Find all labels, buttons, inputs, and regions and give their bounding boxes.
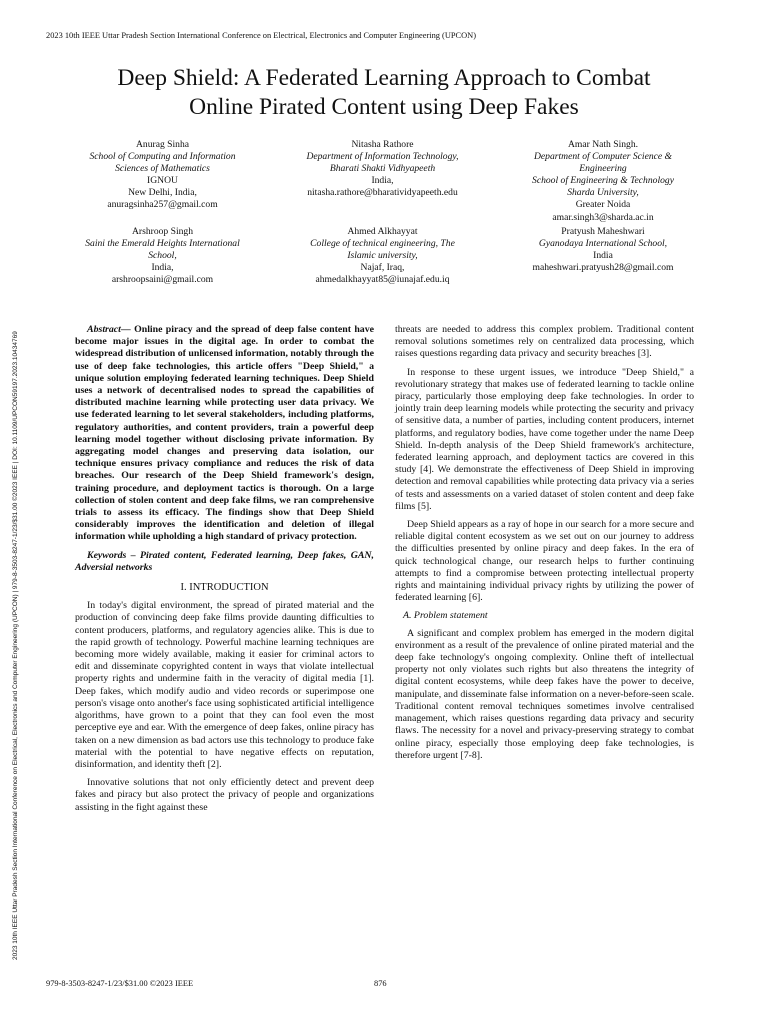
keywords: Keywords – Pirated content, Federated learning, Deep fakes, GAN, Adversial networks — [75, 549, 374, 573]
author-affiliation: Department of Information Technology, — [306, 151, 459, 163]
page-number: 876 — [374, 979, 387, 988]
author-block — [60, 226, 265, 286]
author-name: Amar Nath Singh. — [567, 139, 639, 150]
abstract-text: Online piracy and the spread of deep false content have become major issues in the digital age. In order to combat the widespread distribution of unlicensed information, notably through the use of deep fake technologies, this article offers "Deep Shield," a unique solution employing federated learning techniques. Deep Shield uses a network of decentralised nodes to spread the capabilities of distributed machine learning while protecting user data privacy. We use federated learning to let several stakeholders, including platforms, regulatory authorities, and content providers, train a powerful deep learning model together without disclosing private information. By aggregating model changes and preserving data isolation, our technique ensures privacy compliance and reduces the risk of data breaches. Our research of the Deep Shield framework's design, training procedure, and deployment tactics is thorough. On a large collection of stolen content and deep fake films, we ran comprehensive trials to assess its efficacy. The findings show that Deep Shield considerably improves the identification and deletion of illegal information while upholding a high standard of privacy protection. — [75, 324, 375, 543]
abstract-label: Abstract— — [87, 324, 131, 335]
author-name: Pratyush Maheshwari — [561, 226, 645, 237]
author-location: India, — [151, 262, 174, 274]
abstract — [75, 324, 374, 544]
author-email: nitasha.rathore@bharatividyapeeth.edu — [307, 187, 458, 199]
subsection-heading-problem-statement: A. Problem statement — [403, 610, 488, 622]
paragraph: A significant and complex problem has emerged in the modern digital environment as a result of the prevalence of online pirated material and the deep fake technology's ongoing complexity. Online theft of intellectual property not only violates such rights but also threatens the integrity of digital content ecosystems, while deep fakes have the power to deceive, manipulate, and disseminate false information on a never-before-seen scale. Traditional content removal techniques sometimes involve centralised management, which raises questions regarding data privacy and security flaws. The necessity for a novel and privacy-preserving strategy to combat online piracy, especially those employing deep fake technologies, is therefore urgent [7-8]. — [395, 627, 694, 761]
author-location: India, — [371, 175, 394, 187]
author-email: maheshwari.pratyush28@gmail.com — [532, 262, 674, 274]
paragraph: In today's digital environment, the spread of pirated material and the production of convincing deep fake films provide daunting difficulties to content producers, platforms, and regulatory agencies alike. This is due to the rapid growth of technology. Powerful machine learning techniques are becoming more widely available, making it easier for criminal actors to edit and disseminate copyrighted content in ways that violate intellectual property rights and undermine faith in the veracity of digital media [1]. Deep fakes, which modify audio and video records or superimpose one person's visage onto another's face using sophisticated artificial intelligence algorithms, have grown to a point that they can fool even the most perceptive eye and ear. With the emergence of deep fakes, online piracy has taken on a new dimension as bad actors use this technology to produce fake material with the potential to have negative effects on reputation, disinformation, and identity theft [2]. — [75, 600, 374, 770]
author-block — [275, 139, 490, 199]
paragraph: Innovative solutions that not only efficiently detect and prevent deep fakes and piracy but also protect the privacy of people and organizations assisting in the fight against these — [75, 777, 374, 813]
author-name: Ahmed Alkhayyat — [347, 226, 418, 237]
author-location: New Delhi, India, — [128, 187, 197, 199]
author-affiliation: College of technical engineering, The — [310, 238, 455, 250]
author-block — [498, 226, 708, 274]
author-email: amar.singh3@sharda.ac.in — [552, 211, 654, 223]
title-line-2: Online Pirated Content using Deep Fakes — [189, 94, 579, 120]
paragraph: Deep Shield appears as a ray of hope in our search for a more secure and reliable digital content ecosystem as we set out on our journey to address the difficulties presented by online piracy and deep fakes. In the era of quick technological change, our research helps to further continuing attempts to find a compromise between protecting intellectual property rights and maintaining individual privacy rights by utilizing the power of federated learning [6]. — [395, 519, 694, 604]
right-column — [395, 324, 694, 768]
left-column — [75, 324, 374, 820]
paragraph: In response to these urgent issues, we introduce "Deep Shield," a revolutionary strategy that makes use of federated learning to tackle online piracy, particularly those employing deep fake technologies. In order to jointly train deep learning models while protecting the security and privacy of sensitive data, a number of parties, including content producers, internet platforms, and regulatory bodies, have come together under the name Deep Shield. In-depth analysis of the Deep Shield framework's architecture, federated learning approach, and deployment tactics are covered in this study [4]. We demonstrate the effectiveness of Deep Shield in improving detection and removal capabilities while protecting data privacy via a series of tests and assessments on a varied dataset of stolen content and deep fake films [5]. — [395, 366, 694, 512]
author-affiliation: Sharda University, — [567, 187, 639, 199]
author-affiliation: Islamic university, — [347, 250, 418, 262]
paragraph: threats are needed to address this complex problem. Traditional content removal solutions sometimes rely on centralized data processing, which raises questions regarding data privacy and security breaches [3]. — [395, 324, 694, 360]
author-location: Greater Noida — [575, 199, 631, 211]
author-affiliation: Department of Computer Science & — [533, 151, 672, 163]
author-affiliation: Engineering — [579, 163, 627, 175]
author-block — [498, 139, 708, 224]
author-name: Arshroop Singh — [131, 226, 194, 237]
footer-isbn: 979-8-3503-8247-1/23/$31.00 ©2023 IEEE — [46, 979, 194, 988]
section-heading-introduction: I. INTRODUCTION — [180, 582, 269, 594]
title-line-1: Deep Shield: A Federated Learning Approach to Combat — [117, 65, 651, 91]
author-block — [60, 139, 265, 212]
author-name: Nitasha Rathore — [351, 139, 414, 150]
side-margin-doi: 2023 10th IEEE Uttar Pradesh Section International Conference on Electrical, Electronics and Computer Engineering (UPCON) | 979-8-3503-8247-1/23/$31.00 ©2023 IEEE | DOI: 10.1109/UPCON59197.2023.10434769 — [12, 331, 19, 960]
author-affiliation: School of Computing and Information — [89, 151, 236, 163]
author-organization: IGNOU — [147, 175, 178, 187]
author-email: arshroopsaini@gmail.com — [111, 274, 214, 286]
conference-header: 2023 10th IEEE Uttar Pradesh Section International Conference on Electrical, Electronics and Computer Engineering (UPCON) — [46, 31, 477, 40]
author-affiliation: School, — [148, 250, 177, 262]
paper-title — [40, 64, 728, 122]
author-location: Najaf, Iraq, — [360, 262, 405, 274]
author-affiliation: Saini the Emerald Heights International — [85, 238, 240, 250]
author-affiliation: Bharati Shakti Vidhyapeeth — [329, 163, 436, 175]
author-affiliation: Gyanodaya International School, — [538, 238, 668, 250]
author-name: Anurag Sinha — [135, 139, 190, 150]
author-email: ahmedalkhayyat85@iunajaf.edu.iq — [315, 274, 450, 286]
author-affiliation: School of Engineering & Technology — [532, 175, 674, 187]
author-block — [275, 226, 490, 286]
author-affiliation: Sciences of Mathematics — [115, 163, 210, 175]
author-email: anuragsinha257@gmail.com — [107, 199, 218, 211]
author-location: India — [593, 250, 613, 262]
